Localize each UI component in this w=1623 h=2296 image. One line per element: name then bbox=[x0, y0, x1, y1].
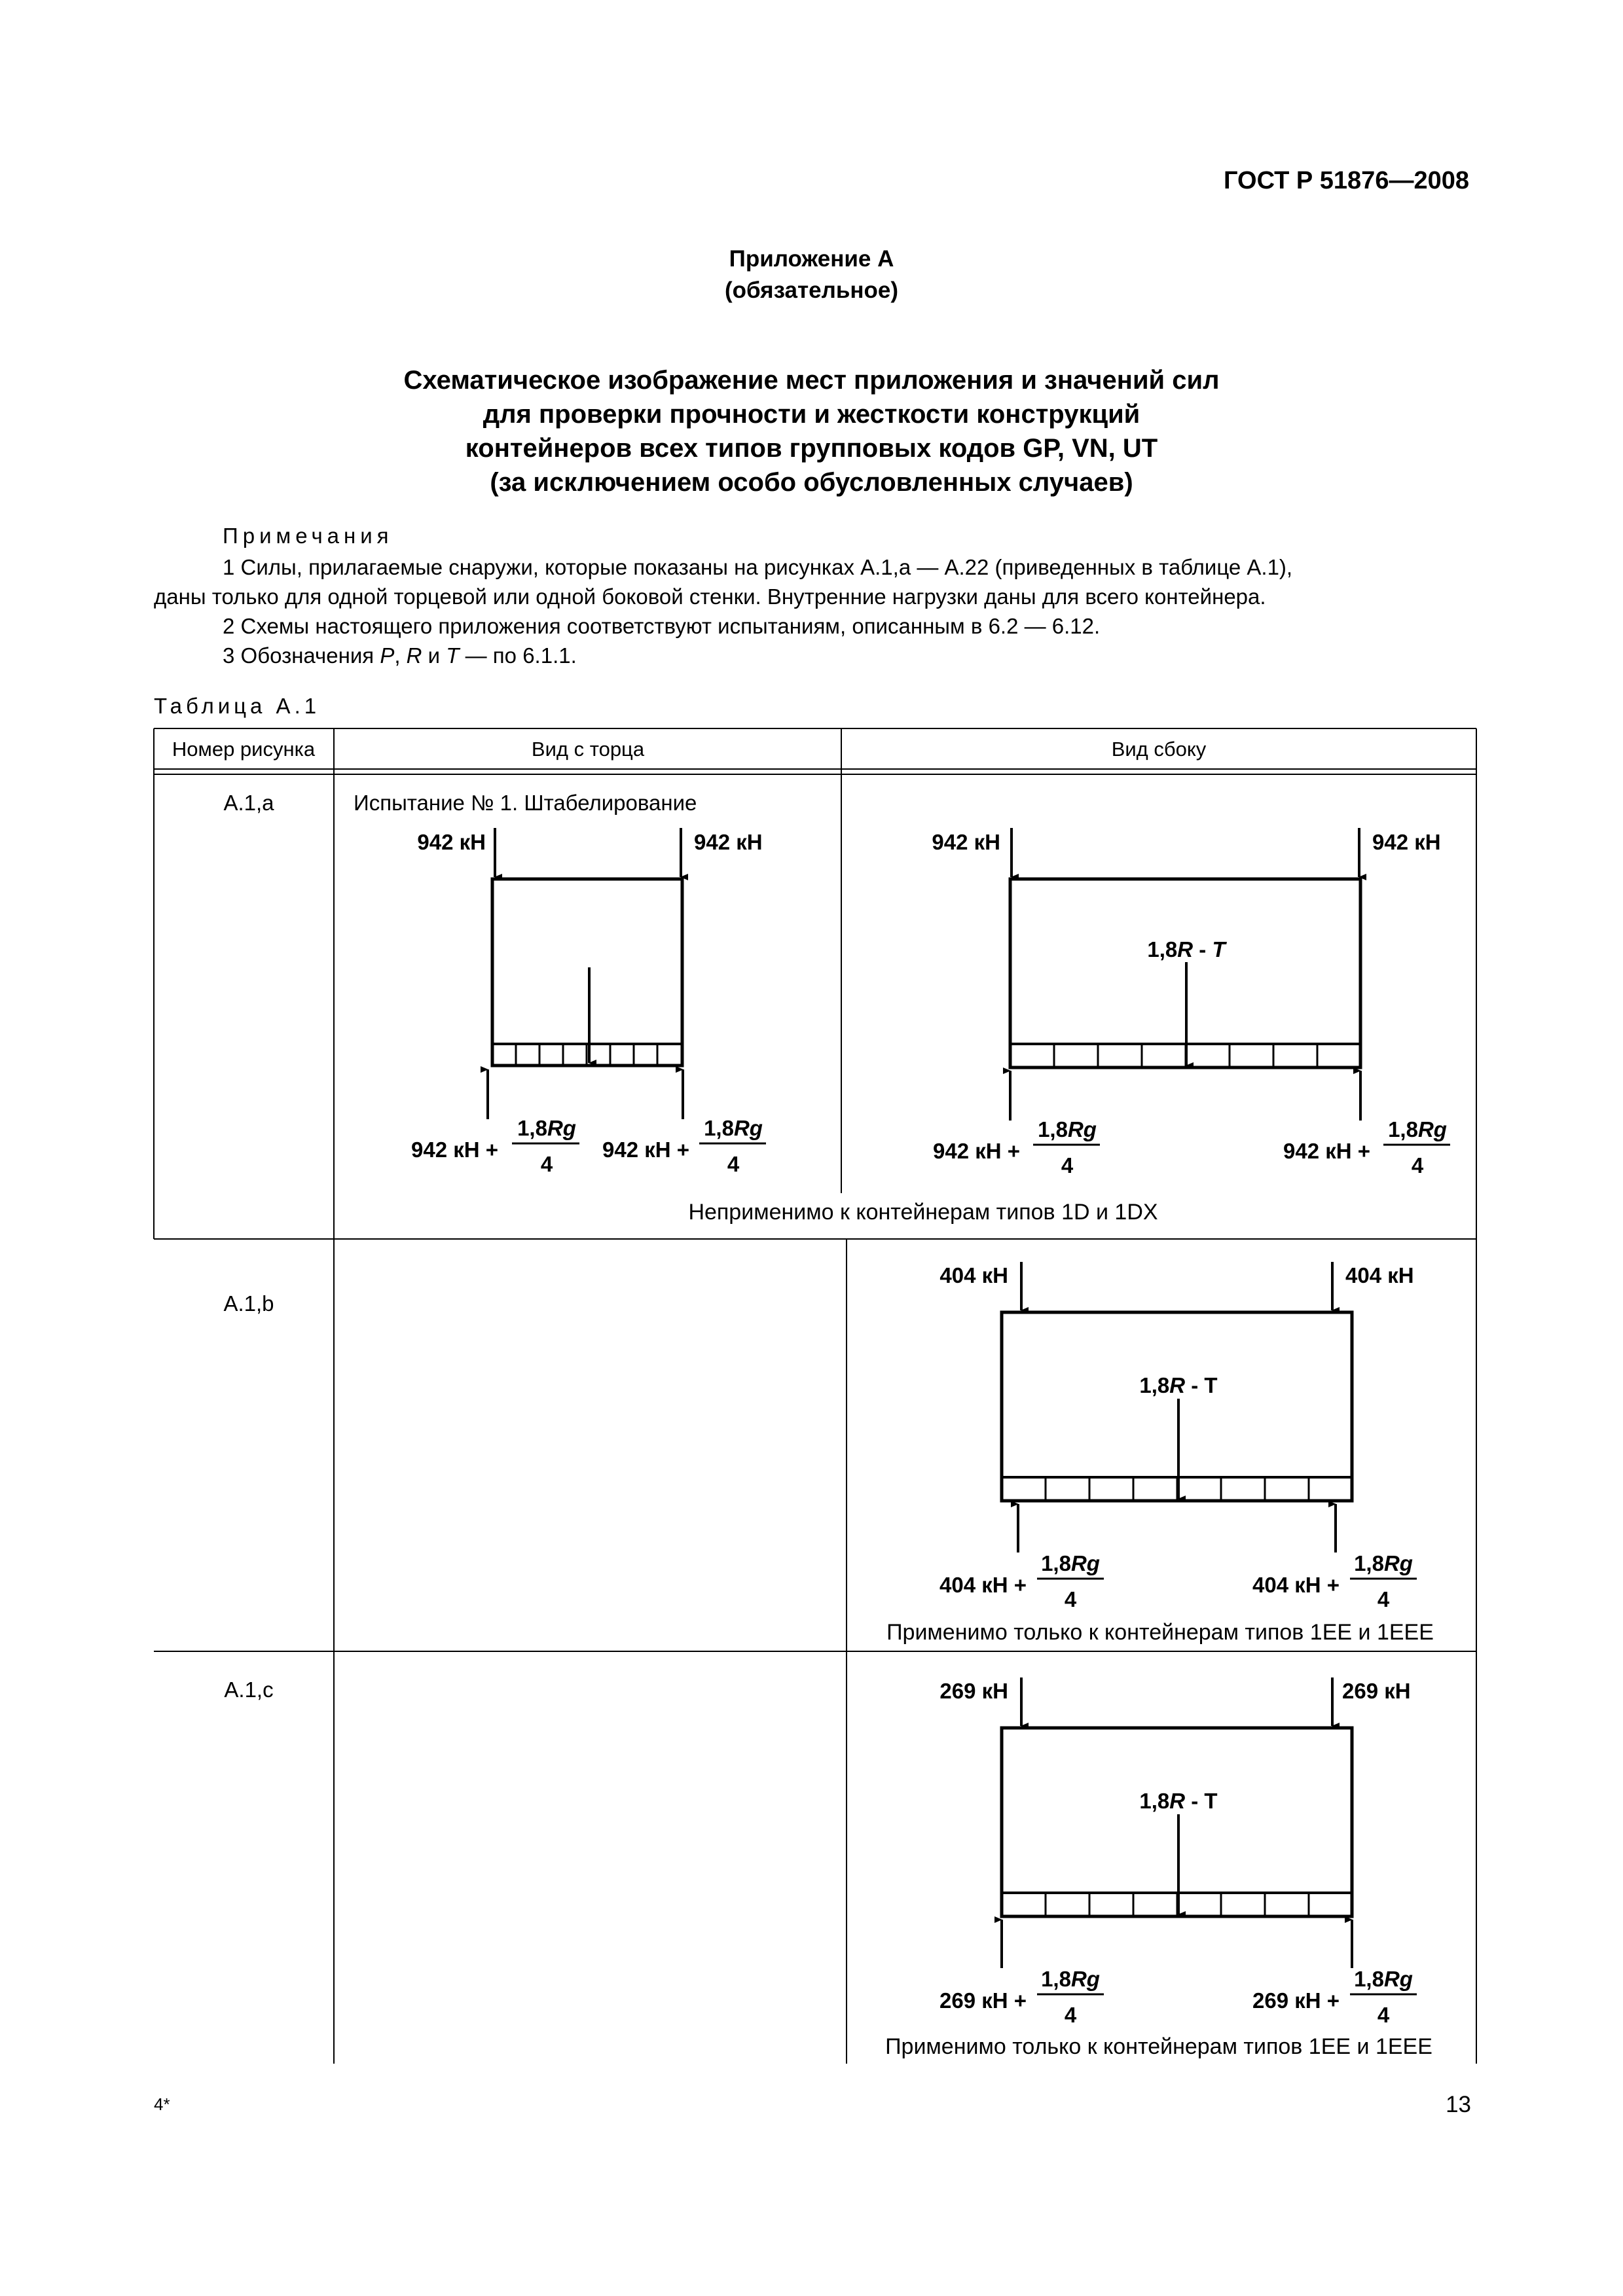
frac-den: 4 bbox=[540, 1152, 553, 1176]
test-title: Испытание № 1. Штабелирование bbox=[354, 791, 697, 815]
table-grid bbox=[154, 728, 1476, 2064]
force-top-left: 942 кН bbox=[932, 830, 1000, 854]
force-bottom-left: 942 кН + bbox=[411, 1138, 499, 1162]
force-bottom-right: 942 кН + bbox=[1283, 1139, 1371, 1163]
note-3: 3 Обозначения P, R и T — по 6.1.1. bbox=[223, 643, 577, 668]
frac-den: 4 bbox=[1061, 1153, 1074, 1177]
page-number: 13 bbox=[1446, 2092, 1471, 2117]
frac-num: 1,8Rg bbox=[1388, 1117, 1447, 1141]
heading-line-3: контейнеров всех типов групповых кодов GP, VN, UT bbox=[465, 434, 1158, 463]
notes-label: Примечания bbox=[223, 524, 393, 548]
frac-den: 4 bbox=[727, 1152, 740, 1176]
internal-load: 1,8R - T bbox=[1139, 1373, 1218, 1397]
force-bottom-right: 269 кН + bbox=[1252, 1988, 1340, 2013]
force-top-left: 404 кН bbox=[939, 1263, 1008, 1287]
col-header-end-view: Вид с торца bbox=[531, 738, 645, 761]
force-top-left: 942 кН bbox=[417, 830, 486, 854]
frac-den: 4 bbox=[1377, 1587, 1390, 1611]
applicability-note: Применимо только к контейнерам типов 1EE и 1EEE bbox=[885, 2034, 1432, 2059]
force-bottom-left: 269 кН + bbox=[939, 1988, 1027, 2013]
frac-num: 1,8Rg bbox=[704, 1116, 763, 1140]
force-top-right: 942 кН bbox=[1372, 830, 1441, 854]
force-top-right: 404 кН bbox=[1345, 1263, 1414, 1287]
frac-num: 1,8Rg bbox=[1354, 1551, 1413, 1575]
force-bottom-right: 404 кН + bbox=[1252, 1573, 1340, 1597]
document-id: ГОСТ Р 51876—2008 bbox=[1224, 167, 1469, 194]
frac-num: 1,8Rg bbox=[1038, 1117, 1097, 1141]
table-caption: Таблица А.1 bbox=[154, 694, 321, 718]
force-top-right: 269 кН bbox=[1342, 1679, 1411, 1703]
col-header-side-view: Вид сбоку bbox=[1111, 738, 1207, 761]
note-1-line-1: 1 Силы, прилагаемые снаружи, которые показаны на рисунках А.1,а — А.22 (приведенных в таблице А.1), bbox=[223, 555, 1293, 579]
frac-den: 4 bbox=[1377, 2003, 1390, 2027]
footer-sheet-mark: 4* bbox=[154, 2094, 170, 2114]
force-top-left: 269 кН bbox=[939, 1679, 1008, 1703]
row-id-a1c: А.1,c bbox=[224, 1677, 274, 1702]
heading-line-1: Схематическое изображение мест приложения и значений сил bbox=[403, 366, 1220, 395]
frac-num: 1,8Rg bbox=[1041, 1551, 1100, 1575]
diagram-a1a-end bbox=[354, 791, 766, 1176]
frac-den: 4 bbox=[1411, 1153, 1424, 1177]
applicability-note: Применимо только к контейнерам типов 1EE и 1EEE bbox=[886, 1620, 1434, 1645]
diagram-a1a-side bbox=[688, 828, 1450, 1225]
frac-num: 1,8Rg bbox=[1354, 1967, 1413, 1991]
heading-line-2: для проверки прочности и жесткости конструкций bbox=[483, 400, 1140, 429]
row-id-a1b: А.1,b bbox=[223, 1291, 274, 1316]
frac-den: 4 bbox=[1064, 2003, 1077, 2027]
diagram-a1b-side bbox=[886, 1262, 1434, 1645]
internal-load: 1,8R - T bbox=[1139, 1789, 1218, 1813]
force-bottom-right: 942 кН + bbox=[602, 1138, 690, 1162]
appendix-status: (обязательное) bbox=[724, 278, 898, 303]
frac-num: 1,8Rg bbox=[1041, 1967, 1100, 1991]
heading-line-4: (за исключением особо обусловленных случаев) bbox=[490, 468, 1133, 497]
note-1-line-2: даны только для одной торцевой или одной боковой стенки. Внутренние нагрузки даны для всего контейнера. bbox=[154, 584, 1266, 609]
frac-den: 4 bbox=[1064, 1587, 1077, 1611]
force-bottom-left: 942 кН + bbox=[933, 1139, 1021, 1163]
col-header-number: Номер рисунка bbox=[172, 738, 316, 761]
internal-load: 1,8R - T bbox=[1147, 937, 1226, 961]
force-bottom-left: 404 кН + bbox=[939, 1573, 1027, 1597]
diagram-a1c-side bbox=[885, 1677, 1432, 2059]
row-id-a1a: А.1,a bbox=[223, 791, 274, 815]
applicability-note: Неприменимо к контейнерам типов 1D и 1DX bbox=[688, 1200, 1158, 1225]
appendix-title: Приложение А bbox=[729, 246, 894, 272]
frac-num: 1,8Rg bbox=[517, 1116, 576, 1140]
force-top-right: 942 кН bbox=[694, 830, 763, 854]
note-2: 2 Схемы настоящего приложения соответствуют испытаниям, описанным в 6.2 — 6.12. bbox=[223, 614, 1101, 638]
